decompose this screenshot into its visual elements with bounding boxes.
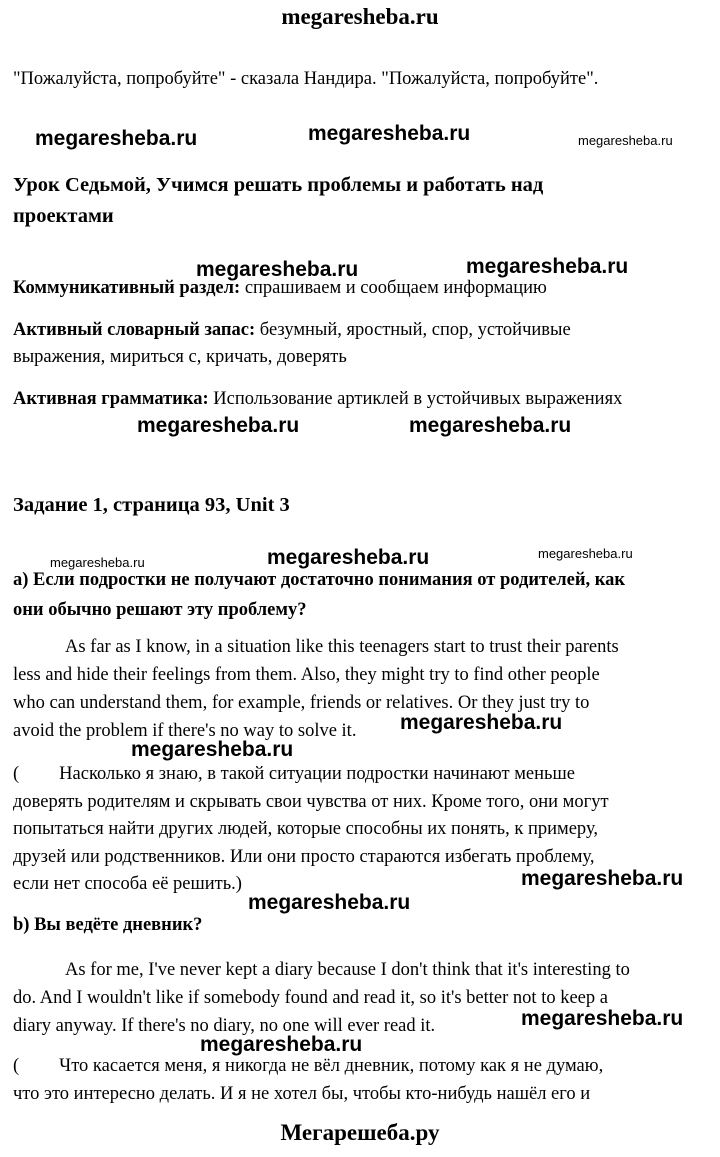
answer-line: who can understand them, for example, friends or relatives. Or they just try to: [13, 693, 590, 713]
communicative-section: [13, 275, 547, 302]
answer-b-russian: [13, 1053, 603, 1108]
question-a: [13, 565, 625, 625]
answer-line: что это интересно делать. И я не хотел бы, чтобы кто-нибудь нашёл его и: [13, 1083, 591, 1104]
answer-line: друзей или родственников. Или они просто стараются избегать проблему,: [13, 846, 595, 867]
paren-open: (: [13, 1056, 20, 1076]
lesson-title-line: Урок Седьмой, Учимся решать проблемы и работать над: [13, 174, 544, 196]
site-footer: [0, 1120, 720, 1146]
grammar-text: Использование артиклей в устойчивых выражениях: [208, 389, 623, 409]
site-header: [0, 4, 720, 30]
watermark: megaresheba.ru: [308, 122, 471, 145]
watermark: megaresheba.ru: [137, 414, 300, 437]
watermark: megaresheba.ru: [35, 127, 198, 150]
task-title: Задание 1, страница 93, Unit 3: [13, 494, 290, 516]
watermark: megaresheba.ru: [248, 891, 411, 914]
watermark: megaresheba.ru: [538, 546, 633, 561]
watermark: megaresheba.ru: [521, 1007, 684, 1030]
vocabulary-text: выражения, мириться с, кричать, доверять: [13, 347, 347, 367]
communicative-text: спрашиваем и сообщаем информацию: [240, 278, 547, 298]
question-b: b) Вы ведёте дневник?: [13, 915, 203, 935]
vocabulary-section: [13, 317, 571, 371]
answer-line: доверять родителям и скрывать свои чувства от них. Кроме того, они могут: [13, 791, 609, 812]
vocabulary-text: безумный, яростный, спор, устойчивые: [255, 320, 571, 340]
answer-line: если нет способа её решить.): [13, 874, 242, 894]
watermark: megaresheba.ru: [578, 133, 673, 148]
grammar-section: [13, 386, 622, 413]
lesson-title-line: проектами: [13, 205, 114, 227]
communicative-label: Коммуникативный раздел:: [13, 278, 241, 298]
answer-line: avoid the problem if there's no way to solve it.: [13, 721, 357, 741]
watermark: megaresheba.ru: [409, 414, 572, 437]
paren-open: (: [13, 764, 20, 784]
site-footer-text: Мегарешеба.ру: [280, 1120, 440, 1145]
answer-line: попытаться найти других людей, которые способны их понять, к примеру,: [13, 819, 598, 839]
question-a-line: а) Если подростки не получают достаточно понимания от родителей, как: [13, 570, 626, 590]
answer-line: As for me, I've never kept a diary because I don't think that it's interesting to: [65, 960, 630, 980]
answer-line: do. And I wouldn't like if somebody found and read it, so it's better not to keep a: [13, 988, 608, 1008]
answer-line: less and hide their feelings from them. Also, they might try to find other people: [13, 665, 600, 685]
watermark: megaresheba.ru: [50, 555, 145, 570]
site-header-text: megaresheba.ru: [281, 4, 439, 29]
grammar-label: Активная грамматика:: [13, 389, 209, 409]
answer-line: Насколько я знаю, в такой ситуации подростки начинают меньше: [59, 764, 575, 784]
watermark: megaresheba.ru: [400, 711, 563, 734]
answer-line: As far as I know, in a situation like this teenagers start to trust their parents: [65, 637, 619, 657]
answer-line: diary anyway. If there's no diary, no one will ever read it.: [13, 1016, 436, 1036]
vocabulary-label: Активный словарный запас:: [13, 320, 256, 340]
watermark: megaresheba.ru: [196, 258, 359, 281]
intro-quote: "Пожалуйста, попробуйте" - сказала Нандира. "Пожалуйста, попробуйте".: [13, 69, 599, 89]
watermark: megaresheba.ru: [521, 867, 684, 890]
answer-line: Что касается меня, я никогда не вёл дневник, потому как я не думаю,: [59, 1056, 604, 1076]
answer-a-russian: [13, 761, 609, 899]
watermark: megaresheba.ru: [131, 738, 294, 761]
watermark: megaresheba.ru: [200, 1033, 363, 1056]
watermark: megaresheba.ru: [466, 255, 629, 278]
question-a-line: они обычно решают эту проблему?: [13, 600, 307, 620]
watermark: megaresheba.ru: [267, 546, 430, 569]
lesson-title: [13, 170, 543, 232]
